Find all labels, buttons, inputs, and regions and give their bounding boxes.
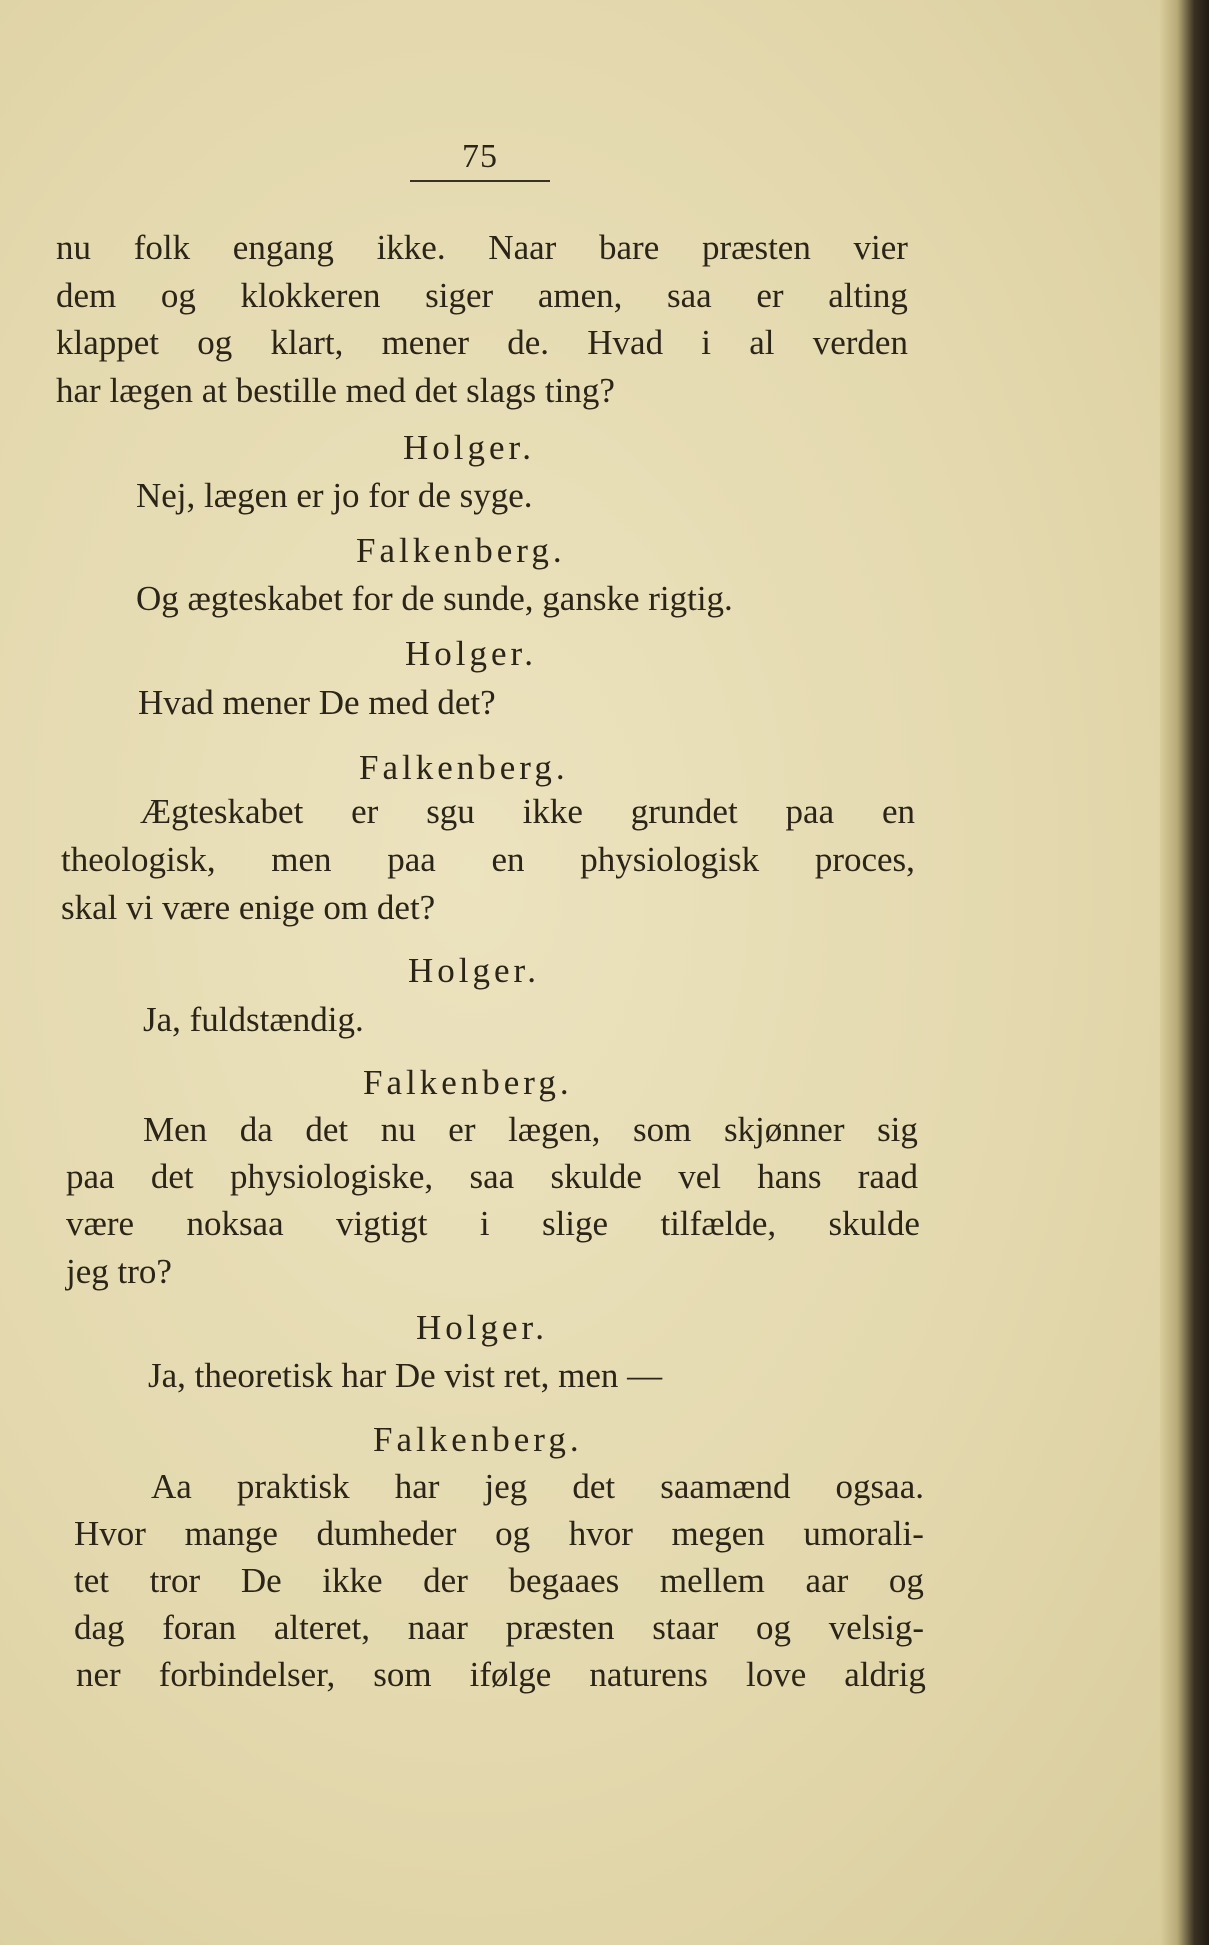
word: bare	[599, 228, 660, 267]
word: en	[491, 840, 525, 879]
text-line: Nej, lægen er jo for de syge.	[136, 476, 533, 515]
word: og	[160, 276, 196, 315]
word: sgu	[426, 792, 475, 831]
word: og	[888, 1561, 924, 1600]
text-line	[66, 1204, 920, 1244]
text-line: Og ægteskabet for de sunde, ganske rigtig.	[136, 579, 733, 618]
word: staar	[652, 1608, 719, 1647]
word: præsten	[505, 1608, 615, 1647]
word: ogsaa.	[835, 1467, 924, 1506]
page-number: 75	[462, 138, 498, 175]
word: grundet	[630, 792, 738, 831]
word: er	[351, 792, 379, 831]
speaker-name: Falkenberg.	[363, 1063, 573, 1102]
text-line	[56, 323, 908, 363]
word: skulde	[550, 1157, 642, 1196]
text-line: Ja, fuldstændig.	[143, 1000, 364, 1039]
word: ikke.	[376, 228, 446, 267]
word: Hvad	[587, 323, 664, 362]
word: aar	[805, 1561, 849, 1600]
word: siger	[425, 276, 494, 315]
word: naturens	[589, 1655, 708, 1694]
text-line	[74, 1608, 924, 1648]
word: foran	[162, 1608, 237, 1647]
word: saamænd	[660, 1467, 791, 1506]
speaker-name: Falkenberg.	[356, 531, 566, 570]
text-line	[76, 1655, 926, 1695]
word: mellem	[659, 1561, 765, 1600]
word: tror	[149, 1561, 201, 1600]
word: tilfælde,	[660, 1204, 777, 1243]
text-line: Ja, theoretisk har De vist ret, men —	[148, 1356, 663, 1395]
word: ifølge	[469, 1655, 552, 1694]
text-line	[61, 840, 915, 880]
word: dag	[74, 1608, 125, 1647]
word: nu	[56, 228, 91, 267]
word: slige	[541, 1204, 609, 1243]
speaker-name: Holger.	[403, 428, 536, 467]
text-line	[74, 1561, 924, 1601]
word: mener	[381, 323, 470, 362]
word: Aa	[151, 1467, 192, 1506]
word: saa	[469, 1157, 515, 1196]
word: megen	[671, 1514, 765, 1553]
word: De	[240, 1561, 282, 1600]
word: klokkeren	[240, 276, 381, 315]
word: det	[150, 1157, 194, 1196]
word: Hvor	[74, 1514, 146, 1553]
word: vel	[678, 1157, 721, 1196]
word: velsig-	[828, 1608, 924, 1647]
word: umorali-	[803, 1514, 924, 1553]
word: forbindelser,	[158, 1655, 336, 1694]
word: paa	[785, 792, 835, 831]
word: vier	[853, 228, 908, 267]
speaker-name: Holger.	[416, 1308, 549, 1347]
word: dem	[56, 276, 117, 315]
word: al	[749, 323, 775, 362]
word: som	[633, 1110, 692, 1149]
speaker-name: Falkenberg.	[373, 1420, 583, 1459]
word: og	[197, 323, 233, 362]
word: det	[305, 1110, 349, 1149]
word: paa	[66, 1157, 115, 1196]
word: dumheder	[316, 1514, 457, 1553]
word: ikke	[322, 1561, 383, 1600]
word: der	[423, 1561, 468, 1600]
word: de.	[507, 323, 550, 362]
word: i	[701, 323, 712, 362]
text-line	[140, 792, 915, 832]
speaker-name: Holger.	[408, 951, 541, 990]
word: praktisk	[236, 1467, 350, 1506]
word: i	[479, 1204, 490, 1243]
text-line	[74, 1514, 924, 1554]
word: raad	[857, 1157, 918, 1196]
text-line	[151, 1467, 924, 1507]
word: proces,	[814, 840, 915, 879]
word: vigtigt	[336, 1204, 428, 1243]
word: som	[373, 1655, 432, 1694]
word: lægen,	[508, 1110, 601, 1149]
word: engang	[232, 228, 334, 267]
word: og	[756, 1608, 792, 1647]
word: folk	[133, 228, 191, 267]
word: tet	[74, 1561, 109, 1600]
text-line	[56, 276, 908, 316]
word: ikke	[522, 792, 583, 831]
word: være	[66, 1204, 135, 1243]
word: paa	[387, 840, 436, 879]
word: alteret,	[273, 1608, 370, 1647]
word: amen,	[537, 276, 623, 315]
word: præsten	[701, 228, 811, 267]
text-line: har lægen at bestille med det slags ting?	[56, 371, 615, 410]
word: sig	[877, 1110, 918, 1149]
page-number-rule	[410, 180, 550, 182]
word: men	[271, 840, 332, 879]
word: ner	[76, 1655, 121, 1694]
word: physiologisk	[580, 840, 760, 879]
word: physiologiske,	[229, 1157, 434, 1196]
text-line: jeg tro?	[66, 1252, 172, 1291]
text-line	[56, 228, 908, 268]
book-spine-edge	[1160, 0, 1209, 1945]
word: verden	[812, 323, 908, 362]
word: theologisk,	[61, 840, 216, 879]
text-line: Hvad mener De med det?	[138, 683, 496, 722]
word: love	[745, 1655, 807, 1694]
word: er	[448, 1110, 476, 1149]
word: har	[394, 1467, 440, 1506]
word: nu	[380, 1110, 416, 1149]
word: alting	[828, 276, 908, 315]
text-line	[66, 1157, 918, 1197]
text-line: skal vi være enige om det?	[61, 888, 436, 927]
word: begaaes	[508, 1561, 620, 1600]
word: aldrig	[844, 1655, 926, 1694]
word: klart,	[270, 323, 344, 362]
word: skulde	[828, 1204, 920, 1243]
word: klappet	[56, 323, 160, 362]
word: saa	[667, 276, 712, 315]
word: og	[495, 1514, 531, 1553]
word: da	[239, 1110, 273, 1149]
word: mange	[184, 1514, 278, 1553]
word: en	[881, 792, 915, 831]
word: hvor	[568, 1514, 633, 1553]
text-line	[143, 1110, 918, 1150]
word: er	[756, 276, 784, 315]
word: Ægteskabet	[140, 792, 304, 831]
word: Naar	[488, 228, 557, 267]
word: Men	[143, 1110, 208, 1149]
word: jeg	[484, 1467, 528, 1506]
speaker-name: Holger.	[405, 634, 538, 673]
word: noksaa	[186, 1204, 284, 1243]
word: hans	[757, 1157, 822, 1196]
word: naar	[407, 1608, 468, 1647]
word: det	[572, 1467, 616, 1506]
speaker-name: Falkenberg.	[359, 748, 569, 787]
word: skjønner	[723, 1110, 845, 1149]
